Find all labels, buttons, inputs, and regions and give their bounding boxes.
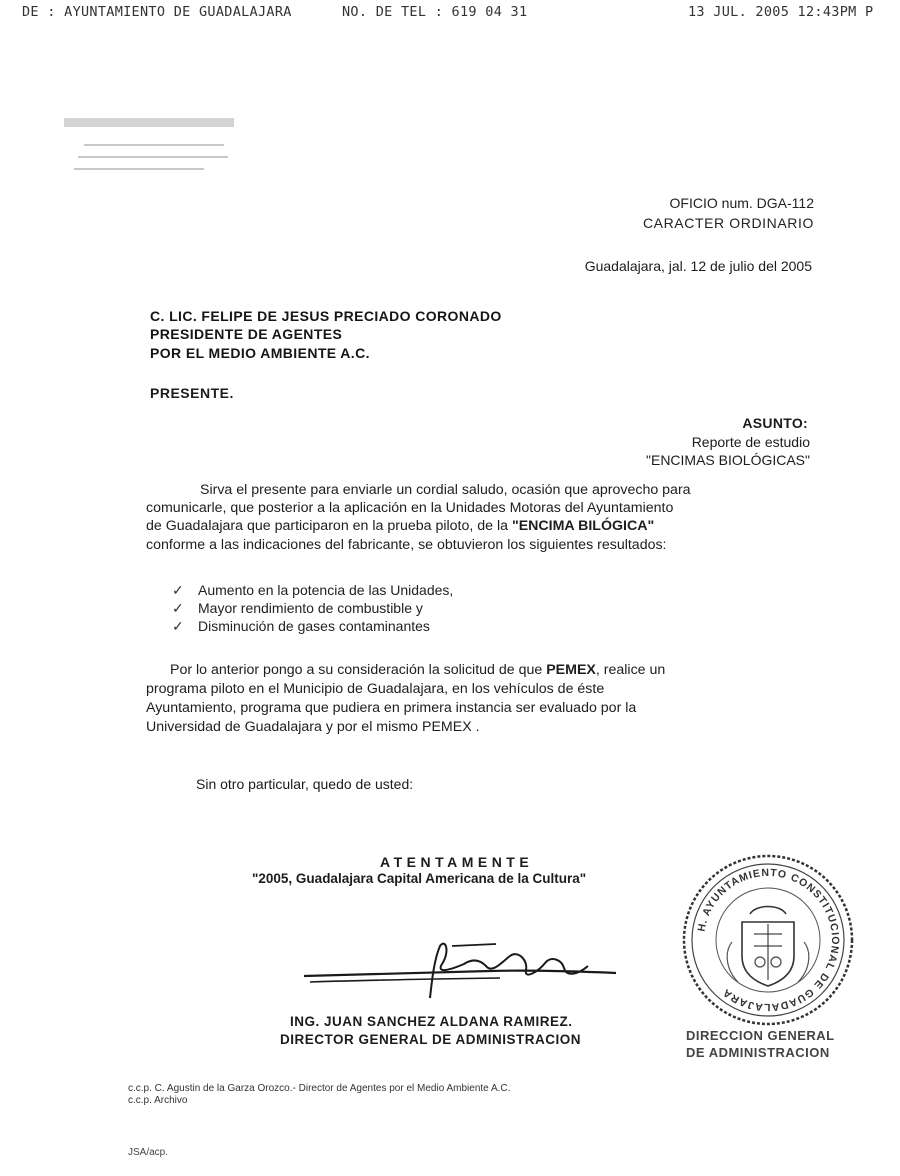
pemex-name: PEMEX [546, 662, 596, 678]
place-date: Guadalajara, jal. 12 de julio del 2005 [584, 258, 812, 274]
result-text: Aumento en la potencia de las Unidades, [198, 582, 454, 598]
caracter: CARACTER ORDINARIO [642, 215, 814, 231]
list-item [172, 600, 423, 617]
paragraph-1-line-1: Sirva el presente para enviarle un cordial saludo, ocasión que aprovecho para [200, 482, 691, 498]
motto: "2005, Guadalajara Capital Americana de la Cultura" [252, 871, 587, 886]
ccp-line-2: c.c.p. Archivo [128, 1095, 188, 1106]
ccp-line-1: c.c.p. C. Agustin de la Garza Orozco.- Director de Agentes por el Medio Ambiente A.C. [128, 1083, 511, 1094]
result-text: Disminución de gases contaminantes [198, 618, 430, 634]
paragraph-2-line-4: Universidad de Guadalajara y por el mismo PEMEX . [146, 719, 480, 735]
paragraph-2-line-1 [170, 662, 665, 678]
check-icon: ✓ [172, 582, 184, 598]
subject-label: ASUNTO: [742, 415, 808, 431]
result-text: Mayor rendimiento de combustible y [198, 600, 423, 616]
recipient-name: C. LIC. FELIPE DE JESUS PRECIADO CORONADO [150, 308, 502, 324]
seal-caption-1: DIRECCION GENERAL [686, 1028, 835, 1043]
list-item [172, 618, 430, 635]
fax-header-tel: NO. DE TEL : 619 04 31 [342, 4, 528, 20]
paragraph-2-line-3: Ayuntamiento, programa que pudiera en primera instancia ser evaluado por la [146, 700, 637, 716]
fax-header-datetime: 13 JUL. 2005 12:43PM P [688, 4, 874, 20]
seal-caption-2: DE ADMINISTRACION [686, 1045, 830, 1060]
paragraph-2-line-2: programa piloto en el Municipio de Guadalajara, en los vehículos de éste [146, 681, 605, 697]
signer-name: ING. JUAN SANCHEZ ALDANA RAMIREZ. [290, 1014, 573, 1029]
closing-line: Sin otro particular, quedo de usted: [196, 776, 414, 792]
product-name: "ENCIMA BILÓGICA" [511, 518, 655, 534]
svg-text:H. AYUNTAMIENTO CONSTITUCIONAL: H. AYUNTAMIENTO CONSTITUCIONAL DE GUADALAJARA [695, 866, 842, 1014]
check-icon: ✓ [172, 618, 184, 634]
paragraph-1-line-2: comunicarle, que posterior a la aplicación en la Unidades Motoras del Ayuntamiento [146, 500, 674, 516]
recipient-organization: POR EL MEDIO AMBIENTE A.C. [150, 345, 370, 361]
paragraph-1-line-3 [146, 518, 654, 534]
paragraph-2-line-1-text: Por lo anterior pongo a su consideración la solicitud de que [170, 662, 547, 678]
signature [300, 940, 630, 1010]
paragraph-1-line-3-text: de Guadalajara que participaron en la prueba piloto, de la [146, 518, 512, 534]
subject-line-2: "ENCIMAS BIOLÓGICAS" [646, 452, 810, 468]
recipient-title: PRESIDENTE DE AGENTES [150, 326, 343, 342]
paragraph-2-line-1-end: , realice un [595, 662, 666, 678]
official-seal-icon [680, 852, 856, 1028]
faded-letterhead [64, 110, 264, 190]
check-icon: ✓ [172, 600, 184, 616]
paragraph-1-line-4: conforme a las indicaciones del fabricante, se obtuvieron los siguientes resultados: [146, 537, 667, 553]
oficio-number: OFICIO num. DGA-112 [669, 195, 814, 211]
atentamente: ATENTAMENTE [380, 854, 534, 870]
fax-header-from: DE : AYUNTAMIENTO DE GUADALAJARA [22, 4, 292, 20]
reference-initials: JSA/acp. [128, 1147, 169, 1158]
list-item [172, 582, 453, 599]
presente: PRESENTE. [150, 385, 234, 401]
subject-line-1: Reporte de estudio [691, 434, 810, 450]
signer-title: DIRECTOR GENERAL DE ADMINISTRACION [280, 1032, 582, 1047]
